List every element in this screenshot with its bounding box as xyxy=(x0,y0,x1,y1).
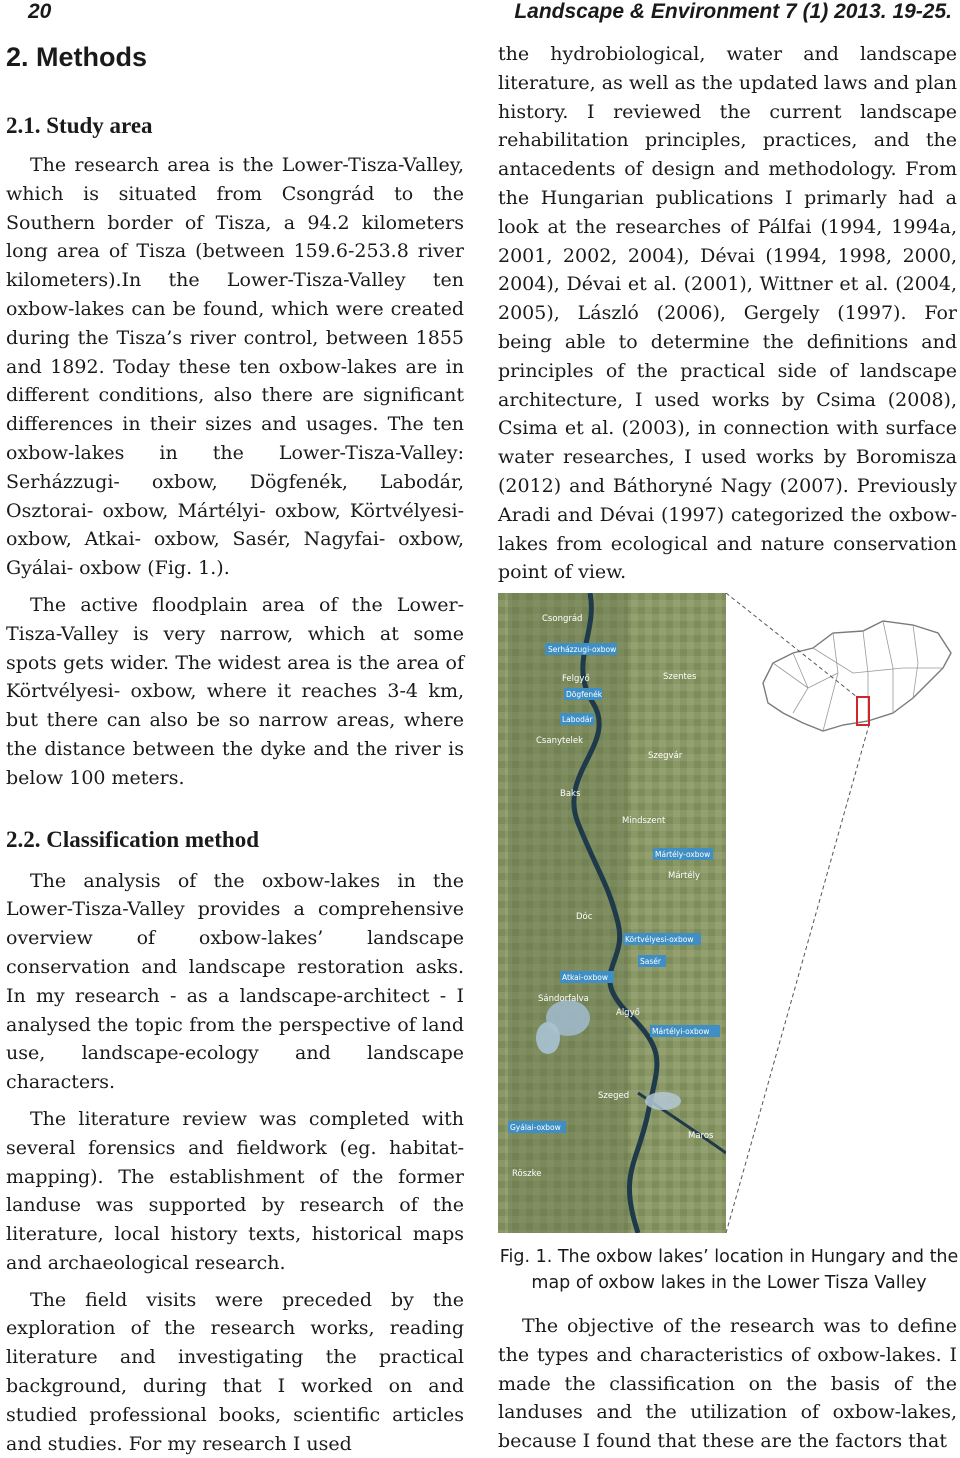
page-number: 20 xyxy=(28,0,52,23)
place-label: Baks xyxy=(560,789,581,799)
paragraph-classification-1: The analysis of the oxbow-lakes in the Lower-Tisza-Valley provides a comprehensive overview of oxbow-lakes’ landscape conservation and landscape restoration asks. In my research - as a landscape-architect - I analysed the topic from the perspective of land use, landscape-ecology and landscape characters. xyxy=(6,869,464,1094)
paragraph-classification-2: The literature review was completed with several forensics and fieldwork (eg. habitat-mapping). The establishment of the former landuse was supported by research of the literature, local history texts, historical maps and archaeological research. xyxy=(6,1107,464,1274)
paragraph-objective: The objective of the research was to define the types and characteristics of oxbow-lakes. I made the classification on the basis of the landuses and the utilization of oxbow-lakes, because I found that these are the factors that xyxy=(498,1315,957,1453)
place-label: Röszke xyxy=(512,1169,542,1179)
journal-citation: Landscape & Environment 7 (1) 2013. 19-25. xyxy=(514,0,952,23)
figure-oxbow-map xyxy=(498,593,960,1233)
place-label: Dóc xyxy=(576,912,593,922)
oxbow-label: Sasér xyxy=(640,957,661,966)
subsection-title-classification: 2.2. Classification method xyxy=(6,826,259,852)
place-label: Felgyő xyxy=(562,674,590,684)
place-label: Szegvár xyxy=(648,751,683,761)
place-label: Sándorfalva xyxy=(538,994,589,1004)
figure-caption: Fig. 1. The oxbow lakes’ location in Hungary and the map of oxbow lakes in the Lower Tisza Valley xyxy=(499,1247,959,1293)
right-column xyxy=(498,40,957,587)
paragraph-literature: the hydrobiological, water and landscape literature, as well as the updated laws and plan history. I reviewed the current landscape rehabilitation principles, practices, and the antacedents of design and methodology. From the Hungarian publications I primarly had a look at the researches of Pálfai (1994, 1994a, 2001, 2002, 2004), Dévai (1994, 1998, 2000, 2004), Dévai et al. (2001), Wittner et al. (2004, 2005), László (2006), Gergely (1997). For being able to determine the definitions and principles of the practical side of landscape architecture, I used works by Csima (2008), Csima et al. (2003), in connection with surface water researches, I used works by Boromisza (2012) and Báthoryné Nagy (2007). Previously Aradi and Dévai (1997) categorized the oxbow-lakes from ecological and nature conservation point of view. xyxy=(498,43,957,584)
oxbow-label: Gyálai-oxbow xyxy=(510,1123,561,1132)
section-title-methods: 2. Methods xyxy=(6,42,148,72)
place-label: Csanytelek xyxy=(536,736,584,746)
place-label: Csongrád xyxy=(542,614,583,624)
place-label: Algyő xyxy=(616,1008,640,1018)
place-label: Szeged xyxy=(598,1091,630,1101)
left-column xyxy=(6,40,464,1458)
oxbow-label: Serházzugi-oxbow xyxy=(548,645,617,654)
oxbow-label: Labodár xyxy=(562,715,593,724)
place-label: Szentes xyxy=(663,672,697,682)
oxbow-label: Körtvélyesi-oxbow xyxy=(625,935,694,944)
subsection-title-study-area: 2.1. Study area xyxy=(6,113,153,138)
place-label: Maros xyxy=(688,1131,714,1141)
oxbow-label: Dögfenék xyxy=(566,690,603,699)
oxbow-label: Mártély-oxbow xyxy=(655,850,711,859)
paragraph-classification-3: The field visits were preceded by the exploration of the research works, reading literature and investigating the practical background, during that I worked on and studied professional books, scientific articles and studies. For my research I used xyxy=(6,1288,464,1455)
inset-connector-lines xyxy=(498,593,960,1233)
oxbow-label: Mártélyi-oxbow xyxy=(652,1027,710,1036)
paragraph-study-area-1: The research area is the Lower-Tisza-Valley, which is situated from Csongrád to the Southern border of Tisza, a 94.2 kilometers long area of Tisza (between 159.6-253.8 river kilometers).In the Lower-Tisza-Valley ten oxbow-lakes can be found, which were created during the Tisza’s river control, between 1855 and 1892. Today these ten oxbow-lakes are in different conditions, also there are significant differences in their sizes and usages. The ten oxbow-lakes in the Lower-Tisza-Valley: Serházzugi- oxbow, Dögfenék, Labodár, Osztorai- oxbow, Mártélyi- oxbow, Körtvélyesi- oxbow, Atkai- oxbow, Sasér, Nagyfai- oxbow, Gyálai- oxbow (Fig. 1.). xyxy=(6,154,464,580)
oxbow-label: Atkai-oxbow xyxy=(562,973,608,982)
place-label: Mindszent xyxy=(622,816,666,826)
paragraph-study-area-2: The active floodplain area of the Lower-Tisza-Valley is very narrow, which at some spots gets wider. The widest area is the area of Körtvélyesi- oxbow, where it reaches 3-4 km, but there can also be so narrow areas, where the distance between the dyke and the river is below 100 meters. xyxy=(6,593,464,789)
right-column-bottom xyxy=(498,1312,957,1456)
place-label: Mártély xyxy=(668,871,700,881)
